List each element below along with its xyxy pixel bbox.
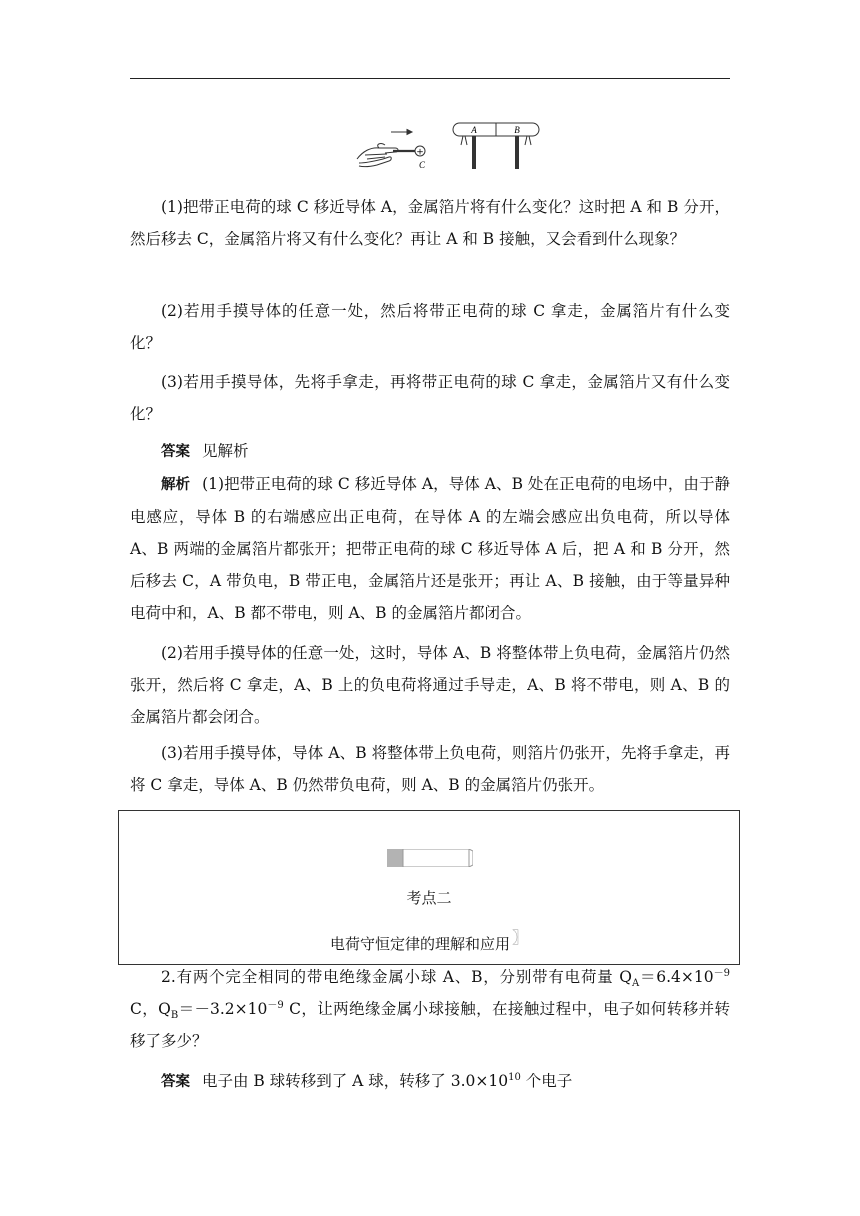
q2-sub-a: A [631,978,640,990]
q2-exp-b: －9 [267,999,284,1011]
answer-label: 答案 [161,444,190,460]
section-title-text: 电荷守恒定律的理解和应用 [329,935,510,953]
section-box [118,810,740,965]
question-1-part-2: (2)若用手摸导体的任意一处，然后将带正电荷的球 C 拿走，金属箔片有什么变化？ [130,302,730,352]
question-2 [130,961,730,1057]
corner-bracket: 〗 [512,928,529,947]
q2-intro: 2.有两个完全相同的带电绝缘金属小球 A、B，分别带有电荷量 Q [161,968,632,986]
section-number: 考点二 [406,889,452,907]
hand-icon [357,144,398,167]
answer-2 [130,1065,730,1098]
answer-2-post: 个电子 [520,1072,573,1090]
answer-1 [130,435,730,468]
answer-2-text: 电子由 B 球转移到了 A 球，转移了 3.0×10 [202,1072,509,1090]
q2-mid: C，Q [130,1000,171,1018]
answer-2-label: 答案 [161,1074,190,1090]
label-b: B [514,125,520,135]
label-a: A [471,125,477,135]
question-1-part-3: (3)若用手摸导体，先将手拿走，再将带正电荷的球 C 拿走，金属箔片又有什么变化？ [130,373,730,423]
motion-arrow-icon [391,130,412,135]
stand-icon [472,136,519,169]
question-1-part-1: (1)把带正电荷的球 C 移近导体 A，金属箔片将有什么变化？这时把 A 和 B 分开，然后移去 C，金属箔片将又有什么变化？再让 A 和 B 接触，又会看到什么现象？ [130,198,730,248]
electrostatic-figure [355,117,545,173]
section-tab-icon [387,849,473,867]
q2-sub-b: B [170,1010,179,1022]
plus-sign: + [416,147,424,158]
analysis-text-1: (1)把带正电荷的球 C 移近导体 A，导体 A、B 处在正电荷的电场中，由于静电感应，导体 B 的右端感应出正电荷，在导体 A 的左端会感应出负电荷，所以导体 A、B 两端的金属箔片都张开；把带正电荷的球 C 移近导体 A 后，把 A 和 B 分开，然后移去 C，A 带负电，B 带正电，金属箔片还是张开；再让 A、B 接触，由于等量异种电荷中和，A、B 都不带电，则 A、B 的金属箔片都闭合。 [130,475,731,622]
metal-foil-icon [461,136,531,145]
analysis-label: 解析 [161,477,191,493]
q2-exp-a: －9 [713,967,730,979]
answer-2-exp: 10 [508,1071,521,1083]
q2-value-b: ＝－3.2×10 [178,1000,268,1018]
header-rule [130,78,730,79]
answer-text: 见解析 [202,442,249,460]
analysis-part-1 [130,468,730,629]
q2-value-a: ＝6.4×10 [639,968,714,986]
section-title [119,928,739,954]
analysis-part-3: (3)若用手摸导体，导体 A、B 将整体带上负电荷，则箔片仍张开，先将手拿走，再将 C 拿走，导体 A、B 仍然带负电荷，则 A、B 的金属箔片仍张开。 [130,744,730,794]
q2-rest: C，让两绝缘金属小球接触，在接触过程中，电子如何转移并转移了多少？ [130,1000,730,1050]
label-c: C [419,160,426,170]
analysis-part-2: (2)若用手摸导体的任意一处，这时，导体 A、B 将整体带上负电荷，金属箔片仍然张开，然后将 C 拿走，A、B 上的负电荷将通过手导走，A、B 将不带电，则 A、B 的金属箔片都会闭合。 [130,644,730,726]
